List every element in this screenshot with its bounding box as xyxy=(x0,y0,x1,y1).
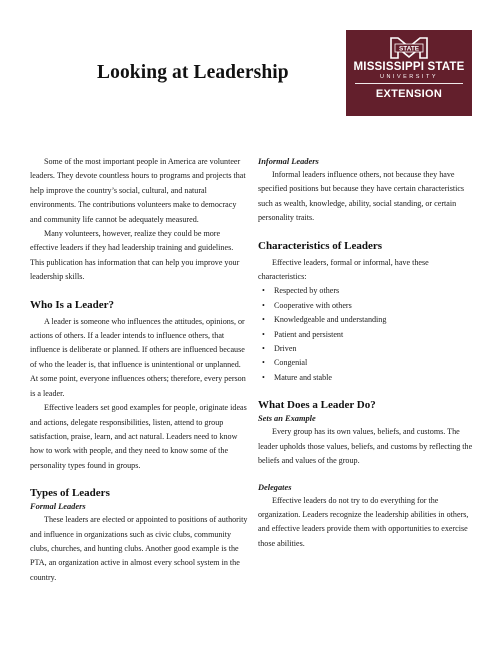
msu-extension-logo xyxy=(346,30,472,116)
intro-paragraph-2: Many volunteers, however, realize they could be more effective leaders if they had leadership training and guidelines. This publication has information that can help you improve your leadership skills. xyxy=(30,229,240,282)
list-item: • Congenial xyxy=(274,356,475,370)
logo-line-university: UNIVERSITY xyxy=(379,74,438,80)
list-item: • Driven xyxy=(274,342,475,356)
msu-emblem-icon xyxy=(389,36,429,60)
formal-paragraph: These leaders are elected or appointed to positions of authority and influence in organizations such as civic clubs, community clubs, churches, and hunting clubs. Another good example is the PTA, an organization active in almost every school system in the country. xyxy=(30,515,248,582)
heading-characteristics-of-leaders: Characteristics of Leaders xyxy=(258,239,383,252)
list-item: • Cooperative with others xyxy=(274,299,475,313)
intro-paragraph-1: Some of the most important people in America are volunteer leaders. They devote countless hours to programs and projects that help improve the country’s social, cultural, and natural environments. The contributions volunteers make to democracy and community life cannot be adequately measured. xyxy=(30,157,246,224)
delegates-paragraph: Effective leaders do not try to do everything for the organization. Leaders recognize the leadership abilities in others, and effective leaders provide them with opportunities to exercise those abilities. xyxy=(258,495,469,548)
list-item: • Patient and persistent xyxy=(274,328,475,342)
page-title: Looking at Leadership xyxy=(97,62,289,83)
left-column xyxy=(30,155,248,585)
subheading-delegates: Delegates xyxy=(258,482,292,492)
characteristics-list xyxy=(258,284,475,385)
svg-text:STATE: STATE xyxy=(399,45,419,53)
right-column xyxy=(258,155,475,551)
heading-types-of-leaders: Types of Leaders xyxy=(30,487,110,500)
who-paragraph-2: Effective leaders set good examples for people, originate ideas and actions, delegate responsibilities, listen, attend to group satisfaction, praise, learn, and act natural. Leaders need to know how to work with people, and they need to know some of the personality types found in groups. xyxy=(30,403,247,470)
subheading-sets-an-example: Sets an Example xyxy=(258,414,316,424)
who-paragraph-1: A leader is someone who influences the attitudes, opinions, or actions of others. If a leader intends to influence others, that influence is deliberate or planned. If others are influenced because of who the leader is, that influence is unintentional or unplanned. At some point, everyone influences others; therefore, every person is a leader. xyxy=(30,316,246,398)
list-item: • Knowledgeable and understanding xyxy=(274,313,475,327)
heading-what-does-a-leader-do: What Does a Leader Do? xyxy=(258,399,376,412)
logo-line-mississippi-state: MISSISSIPPI STATE xyxy=(353,61,465,73)
logo-line-extension: EXTENSION xyxy=(375,88,443,100)
characteristics-intro: Effective leaders, formal or informal, have these characteristics: xyxy=(258,257,429,282)
informal-paragraph: Informal leaders influence others, not because they have specified positions but because they have certain characteristics such as wealth, knowledge, ability, social standing, or certain personality traits. xyxy=(258,170,465,223)
subheading-formal-leaders: Formal Leaders xyxy=(30,502,86,512)
heading-who-is-a-leader: Who Is a Leader? xyxy=(30,298,115,311)
logo-divider xyxy=(355,83,463,84)
subheading-informal-leaders: Informal Leaders xyxy=(258,157,319,166)
example-paragraph: Every group has its own values, beliefs, and customs. The leader upholds those values, beliefs, and customs by reflecting the beliefs and values of the group. xyxy=(258,427,473,466)
list-item: • Respected by others xyxy=(274,284,475,298)
list-item: • Mature and stable xyxy=(274,371,475,385)
